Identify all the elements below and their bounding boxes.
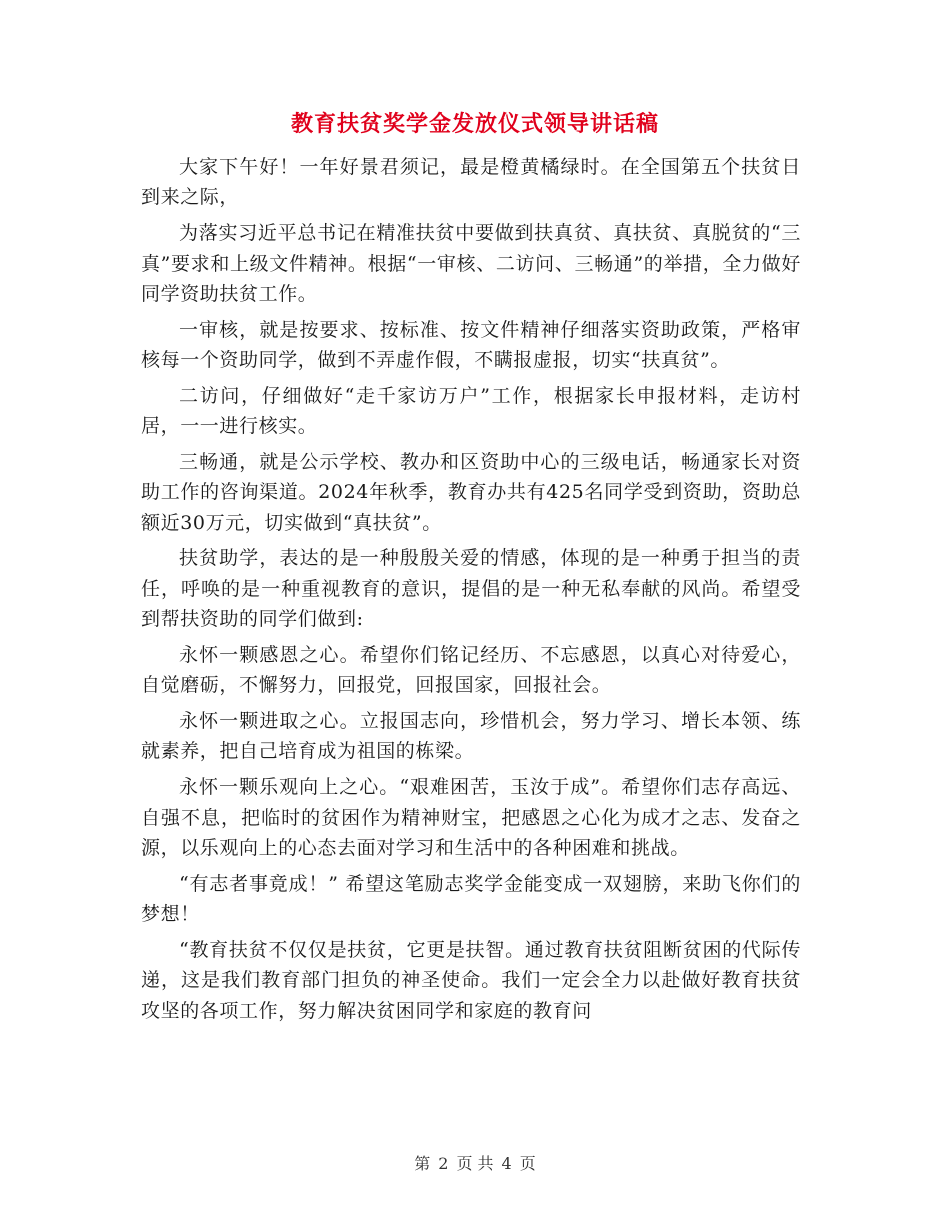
- paragraph-11: “教育扶贫不仅仅是扶贫，它更是扶智。通过教育扶贫阻断贫困的代际传递，这是我们教育部门担负的神圣使命。我们一定会全力以赴做好教育扶贫攻坚的各项工作，努力解决贫困同学和家庭的教育问: [141, 938, 801, 1022]
- footer-suffix: 页: [519, 1154, 536, 1173]
- paragraph-6: 扶贫助学，表达的是一种殷殷关爱的情感，体现的是一种勇于担当的责任，呼唤的是一种重视教育的意识，提倡的是一种无私奉献的风尚。希望受到帮扶资助的同学们做到:: [141, 547, 801, 631]
- footer-middle: 页 共: [456, 1154, 494, 1173]
- document-title: 教育扶贫奖学金发放仪式领导讲话稿: [290, 111, 659, 137]
- footer-total-pages: 4: [501, 1154, 512, 1173]
- footer-prefix: 第: [414, 1154, 431, 1173]
- paragraph-7: 永怀一颗感恩之心。希望你们铭记经历、不忘感恩，以真心对待爱心，自觉磨砺，不懈努力，回报党，回报国家，回报社会。: [141, 643, 801, 697]
- paragraph-1: 大家下午好！一年好景君须记，最是橙黄橘绿时。在全国第五个扶贫日到来之际，: [141, 156, 801, 209]
- paragraph-5: 三畅通，就是公示学校、教办和区资助中心的三级电话，畅通家长对资助工作的咨询渠道。2024年秋季，教育办共有425名同学受到资助，资助总额近30万元，切实做到“真扶贫”。: [141, 450, 801, 534]
- footer-page-number: 2: [438, 1154, 449, 1173]
- page-footer: [0, 1152, 950, 1176]
- document-body: [141, 152, 801, 1031]
- paragraph-9: 永怀一颗乐观向上之心。“艰难困苦，玉汝于成”。希望你们志存高远、自强不息，把临时的贫困作为精神财宝，把感恩之心化为成才之志、发奋之源，以乐观向上的心态去面对学习和生活中的各种困难和挑战。: [141, 776, 801, 859]
- paragraph-2: 为落实习近平总书记在精准扶贫中要做到扶真贫、真扶贫、真脱贫的“三真”要求和上级文件精神。根据“一审核、二访问、三畅通”的举措，全力做好同学资助扶贫工作。: [141, 222, 801, 305]
- paragraph-4: 二访问，仔细做好“走千家访万户”工作，根据家长申报材料，走访村居，一一进行核实。: [141, 384, 801, 438]
- paragraph-3: 一审核，就是按要求、按标准、按文件精神仔细落实资助政策，严格审核每一个资助同学，做到不弄虚作假，不瞒报虚报，切实“扶真贫”。: [141, 318, 801, 372]
- paragraph-8: 永怀一颗进取之心。立报国志向，珍惜机会，努力学习、增长本领、练就素养，把自己培育成为祖国的栋梁。: [141, 709, 801, 763]
- paragraph-10: “有志者事竟成！” 希望这笔励志奖学金能变成一双翅膀，来助飞你们的梦想！: [141, 872, 801, 926]
